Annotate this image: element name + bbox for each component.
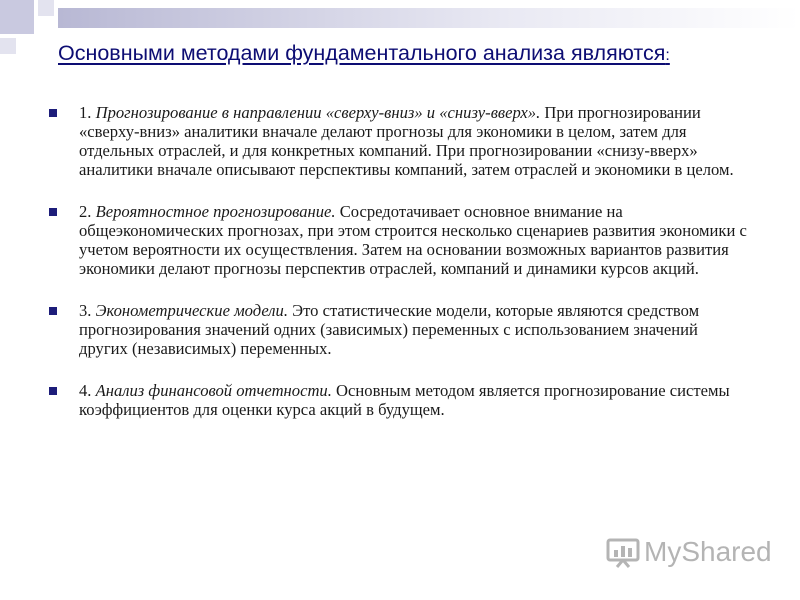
list-item — [49, 301, 749, 358]
decor-square-small-top — [38, 0, 54, 16]
list-item — [49, 103, 749, 179]
myshared-logo-icon — [606, 536, 640, 568]
square-bullet-icon — [49, 208, 57, 216]
list-item — [49, 202, 749, 278]
item-text: При прогнозировании «сверху-вниз» аналитики вначале делают прогнозы для экономики в целом, затем для отдельных отраслей, и для конкретных компаний. При прогнозировании «снизу-вверх» аналитики вначале описывают перспективы компаний, затем отраслей и экономики в целом. — [79, 103, 734, 179]
item-number: 3. — [79, 301, 96, 320]
decor-header-bar — [58, 8, 800, 28]
item-text: Основным методом является прогнозирование системы коэффициентов для оценки курса акций в будущем. — [79, 381, 730, 419]
item-heading: Вероятностное прогнозирование. — [95, 202, 336, 221]
slide-title — [58, 41, 778, 66]
decor-square-large — [0, 0, 34, 34]
item-heading: Прогнозирование в направлении «сверху-вниз» и «снизу-вверх». — [95, 103, 541, 122]
item-number: 4. — [79, 381, 96, 400]
square-bullet-icon — [49, 109, 57, 117]
item-text: Это статистические модели, которые являются средством прогнозирования значений одних (зависимых) переменных с использованием значений других (независимых) переменных. — [79, 301, 700, 358]
square-bullet-icon — [49, 307, 57, 315]
square-bullet-icon — [49, 387, 57, 395]
slide-title-colon: : — [665, 47, 670, 64]
watermark-text: MyShared — [644, 536, 772, 567]
watermark — [606, 535, 772, 569]
list-item — [49, 381, 749, 419]
item-heading: Анализ финансовой отчетности. — [95, 381, 332, 400]
decor-square-small-left — [0, 38, 16, 54]
slide-title-text: Основными методами фундаментального анализа являются — [58, 41, 666, 65]
bullet-list — [49, 103, 749, 419]
item-heading: Эконометрические модели. — [95, 301, 288, 320]
item-number: 1. — [79, 103, 96, 122]
item-text: Сосредотачивает основное внимание на общеэкономических прогнозах, при этом строится несколько сценариев развития экономики с учетом вероятности их осуществления. Затем на основании возможных вариантов развития экономики делают прогнозы перспектив отраслей, компаний и динамики курсов акций. — [79, 202, 747, 278]
item-number: 2. — [79, 202, 96, 221]
